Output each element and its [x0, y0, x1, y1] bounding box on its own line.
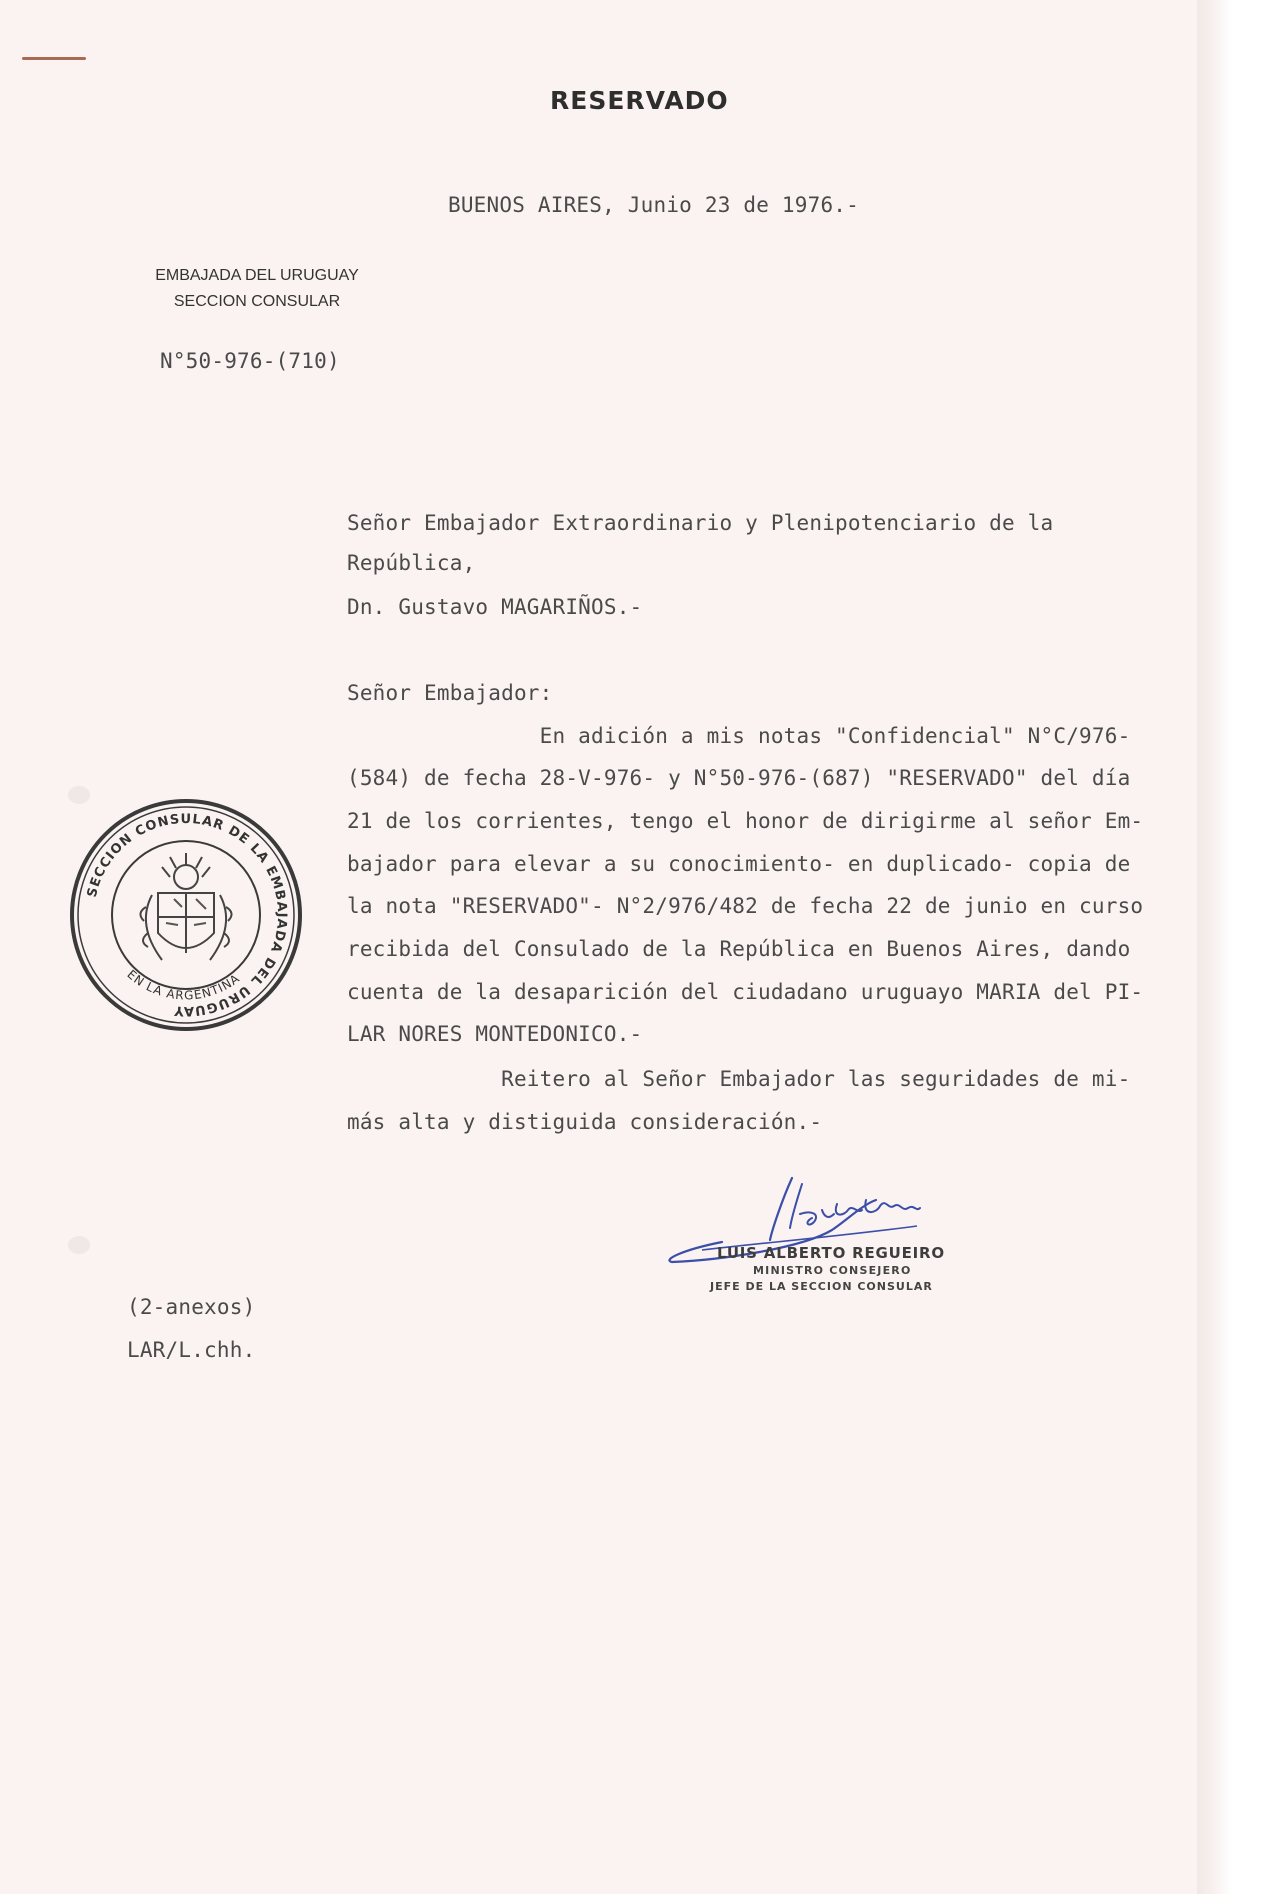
body-line: (584) de fecha 28-V-976- y N°50-976-(687) "RESERVADO" del día — [347, 766, 1131, 790]
body-line: bajador para elevar a su conocimiento- en duplicado- copia de — [347, 852, 1131, 876]
signatory-name: LUIS ALBERTO REGUEIRO — [717, 1244, 945, 1262]
punch-hole — [68, 786, 90, 804]
place-date: BUENOS AIRES, Junio 23 de 1976.- — [448, 193, 859, 217]
seal-bottom-text: EN LA ARGENTINA — [124, 967, 243, 1003]
salutation: Señor Embajador: — [347, 681, 553, 705]
signatory-title: MINISTRO CONSEJERO — [753, 1264, 912, 1277]
body-line: En adición a mis notas "Confidencial" N°C/976- — [347, 724, 1131, 748]
signature-block — [662, 1170, 992, 1310]
page-edge — [1197, 0, 1232, 1894]
body-line: la nota "RESERVADO"- N°2/976/482 de fecha 22 de junio en curso — [347, 894, 1144, 918]
addressee-line-1: Señor Embajador Extraordinario y Plenipotenciario de la — [347, 511, 1054, 535]
annexes-note: (2-anexos) — [127, 1295, 256, 1319]
sender-line-2: SECCION CONSULAR — [173, 293, 341, 310]
addressee-line-2: República, — [347, 551, 476, 575]
body-line: recibida del Consulado de la República en Buenos Aires, dando — [347, 937, 1131, 961]
typist-initials: LAR/L.chh. — [127, 1338, 256, 1362]
margin-pencil-mark — [22, 57, 86, 60]
seal-ring-text: SECCION CONSULAR DE LA EMBAJADA DEL URUGUAY — [84, 811, 290, 1019]
body-line: LAR NORES MONTEDONICO.- — [347, 1022, 643, 1046]
reference-number: N°50-976-(710) — [160, 349, 340, 373]
body-line: cuenta de la desaparición del ciudadano uruguayo MARIA del PI- — [347, 980, 1144, 1004]
punch-hole — [68, 1236, 90, 1254]
sender-line-1: EMBAJADA DEL URUGUAY — [155, 267, 359, 284]
seal-graphic — [66, 795, 306, 1035]
body-line: 21 de los corrientes, tengo el honor de dirigirme al señor Em- — [347, 809, 1144, 833]
closing-line: más alta y distiguida consideración.- — [347, 1110, 823, 1134]
coat-of-arms-icon — [140, 853, 231, 960]
classification-stamp: RESERVADO — [550, 86, 729, 115]
consular-seal — [66, 795, 306, 1035]
closing-line: Reitero al Señor Embajador las seguridades de mi- — [347, 1067, 1131, 1091]
addressee-line-3: Dn. Gustavo MAGARIÑOS.- — [347, 595, 643, 619]
signatory-office: JEFE DE LA SECCION CONSULAR — [710, 1280, 933, 1293]
